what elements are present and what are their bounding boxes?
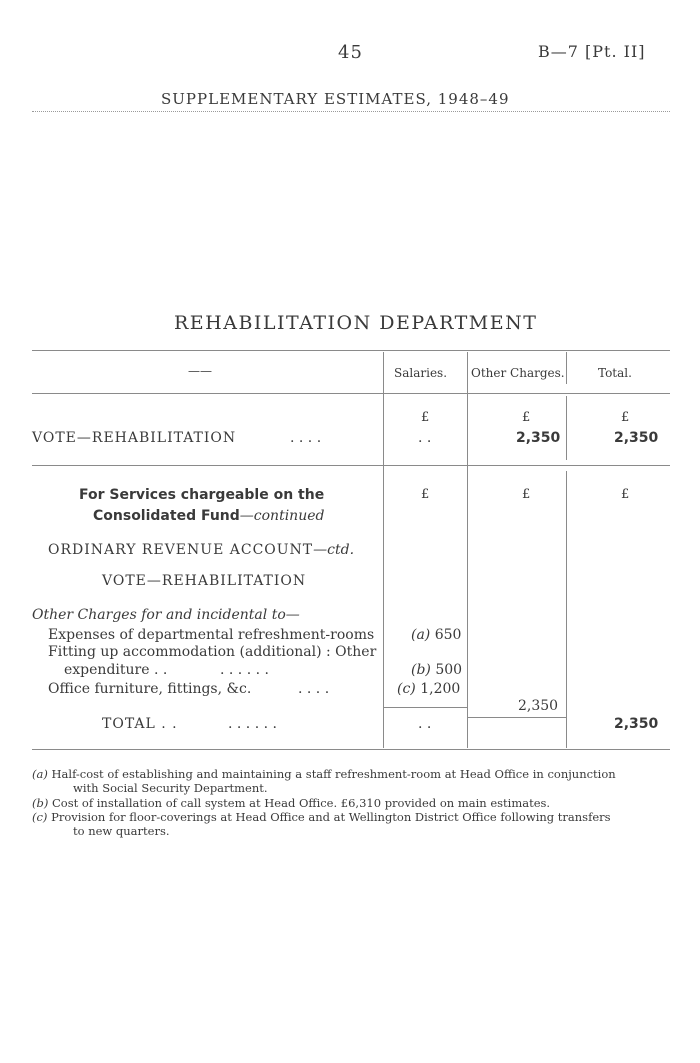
- document-reference: B—7 [Pt. II]: [538, 42, 646, 61]
- column-header-blank: ——: [188, 364, 212, 378]
- account-heading: [48, 539, 354, 558]
- account-heading-name: ORDINARY REVENUE ACCOUNT: [48, 542, 314, 558]
- account-heading-ctd: —ctd.: [313, 542, 355, 558]
- header-bottom-rule: [32, 393, 670, 394]
- item-fitting-up-accommodation: Fitting up accommodation (additional) : Other: [48, 644, 377, 660]
- column-header-other-charges: Other Charges.: [471, 366, 565, 380]
- item-fitting-up-amount: (b) 500: [411, 662, 463, 678]
- fund-heading-line2: [93, 505, 324, 524]
- total-row-label: TOTAL . .: [102, 716, 178, 732]
- column-divider-other-charges: [467, 352, 468, 748]
- summary-vote-label: VOTE—REHABILITATION: [32, 430, 237, 446]
- fund-heading-name: Consolidated Fund: [93, 508, 240, 524]
- fund-heading-line1: For Services chargeable on the: [79, 487, 325, 503]
- item-office-furniture-leader-dots: . . . .: [298, 681, 330, 697]
- summary-total-value: 2,350: [614, 430, 659, 446]
- page-title: REHABILITATION DEPARTMENT: [174, 312, 538, 334]
- column-divider-salaries: [383, 352, 384, 748]
- column-divider-total-body: [566, 471, 567, 748]
- column-header-salaries: Salaries.: [394, 366, 448, 380]
- table-bottom-rule: [32, 749, 670, 750]
- section-currency-salaries: £: [421, 487, 430, 502]
- footnote-a-continued: with Social Security Department.: [73, 781, 268, 795]
- other-charges-subtotal-rule: [468, 717, 566, 718]
- summary-leader-dots: . . . .: [290, 430, 322, 446]
- footnote-c: (c) Provision for floor-coverings at Head Office and at Wellington District Office following transfers: [32, 810, 611, 824]
- other-charges-subtotal: 2,350: [518, 698, 559, 714]
- item-refreshment-rooms: Expenses of departmental refreshment-rooms: [48, 627, 375, 643]
- currency-symbol-salaries: £: [421, 410, 430, 425]
- page-number: 45: [338, 42, 363, 63]
- total-row-total: 2,350: [614, 716, 659, 732]
- item-office-furniture: Office furniture, fittings, &c.: [48, 681, 252, 697]
- running-title: SUPPLEMENTARY ESTIMATES, 1948–49: [161, 90, 510, 108]
- currency-symbol-other-charges: £: [522, 410, 531, 425]
- summary-bottom-rule: [32, 465, 670, 466]
- summary-other-charges-value: 2,350: [516, 430, 561, 446]
- fund-heading-continued: —continued: [239, 508, 325, 524]
- item-refreshment-rooms-amount: (a) 650: [411, 627, 462, 643]
- total-row-leader-dots: . . . . . .: [228, 716, 277, 732]
- column-divider-total-header: [566, 352, 567, 384]
- table-top-rule: [32, 350, 670, 351]
- column-header-total: Total.: [598, 366, 632, 380]
- footnote-c-continued: to new quarters.: [73, 824, 170, 838]
- salaries-subtotal-rule: [384, 707, 467, 708]
- section-currency-total: £: [621, 487, 630, 502]
- footnote-a: (a) Half-cost of establishing and maintaining a staff refreshment-room at Head Office in conjunction: [32, 767, 616, 781]
- summary-salaries-value: . .: [418, 430, 432, 446]
- section-currency-other-charges: £: [522, 487, 531, 502]
- item-fitting-up-leader-dots: . . . . . .: [220, 662, 269, 678]
- currency-symbol-total: £: [621, 410, 630, 425]
- other-charges-heading: Other Charges for and incidental to—: [32, 607, 300, 623]
- total-row-salaries: . .: [418, 716, 432, 732]
- column-divider-total-summary: [566, 396, 567, 460]
- header-rule: [32, 111, 670, 112]
- footnote-b: (b) Cost of installation of call system at Head Office. £6,310 provided on main estimates.: [32, 796, 551, 810]
- item-office-furniture-amount: (c) 1,200: [397, 681, 461, 697]
- item-fitting-up-accommodation-line2: expenditure . .: [64, 662, 168, 678]
- vote-heading: VOTE—REHABILITATION: [102, 573, 307, 589]
